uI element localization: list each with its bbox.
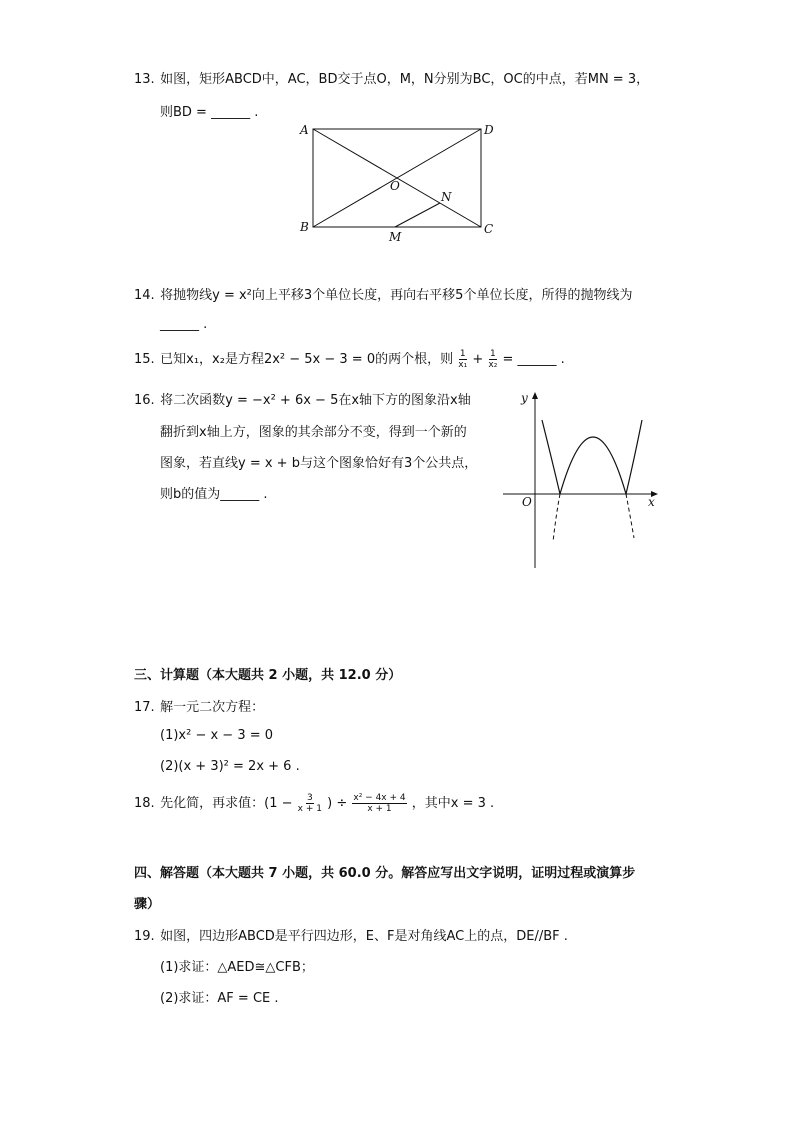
section3-heading: 三、计算题（本大题共 2 小题，共 12.0 分）	[134, 668, 402, 683]
label-a: A	[300, 123, 309, 137]
q15-text	[134, 348, 565, 370]
section4-heading-line1: 四、解答题（本大题共 7 小题，共 60.0 分。解答应写出文字说明，证明过程或演算步	[134, 866, 636, 881]
q18-number: 18.	[134, 796, 155, 811]
q13-stem: 如图，矩形ABCD中，AC，BD交于点O，M，N分别为BC，OC的中点，若MN = 3，	[160, 72, 650, 87]
diagonal-bd	[313, 129, 481, 227]
q19-stem: 如图，四边形ABCD是平行四边形，E、F是对角线AC上的点，DE//BF .	[160, 929, 568, 944]
q18-stem-b: ，其中x = 3 .	[411, 796, 495, 811]
q13-number: 13.	[134, 72, 155, 87]
q15-stem-a: 已知x₁，x₂是方程2x² − 5x − 3 = 0的两个根，则	[160, 352, 454, 367]
flipped-arch	[560, 437, 626, 494]
segment-mn	[395, 203, 440, 227]
label-n: N	[441, 190, 452, 204]
q18-fraction-2: $\frac{\text{x² − 4x + 4}}{x + 1}$	[353, 793, 406, 814]
q13-text-line2: 则BD = ______ .	[160, 105, 259, 120]
label-c: C	[484, 222, 494, 236]
q18-stem-mid: ) ÷	[327, 796, 348, 811]
q15-stem-b: = ______ .	[502, 352, 565, 367]
q17-stem: 解一元二次方程：	[160, 700, 265, 715]
q14-number: 14.	[134, 288, 155, 303]
q16-text-line1	[134, 389, 471, 408]
label-d: D	[484, 123, 494, 137]
q15-fraction-2: $\frac{1}{\text{x₂}}$	[488, 349, 498, 370]
q16-stem-1: 将二次函数y = −x² + 6x − 5在x轴下方的图象沿x轴	[160, 393, 471, 408]
q18-stem-a: 先化简，再求值：(1 −	[160, 796, 293, 811]
section4-heading-line2: 骤）	[134, 897, 161, 912]
q17-part2: (2)(x + 3)² = 2x + 6 .	[160, 759, 300, 774]
label-o: O	[390, 179, 400, 193]
left-branch	[542, 420, 560, 494]
q19-part2: (2)求证：AF = CE .	[160, 991, 279, 1006]
q14-text-line2: ______ .	[160, 317, 208, 332]
q17-part1: (1)x² − x − 3 = 0	[160, 728, 274, 743]
dashed-right	[626, 494, 634, 538]
q16-text-line4: 则b的值为______ .	[160, 487, 268, 502]
graph-x-label: x	[648, 495, 655, 509]
q19-part1: (1)求证：△AED≅△CFB；	[160, 960, 314, 975]
q13-text-line1	[134, 68, 649, 87]
graph-y-label: y	[521, 391, 528, 405]
graph-origin-label: O	[522, 495, 532, 509]
q14-stem: 将抛物线y = x²向上平移3个单位长度，再向右平移5个单位长度，所得的抛物线为	[160, 288, 633, 303]
q16-number: 16.	[134, 393, 155, 408]
label-m: M	[389, 230, 402, 244]
q18-text	[134, 792, 494, 814]
q16-text-line3: 图象，若直线y = x + b与这个图象恰好有3个公共点，	[160, 456, 478, 471]
label-b: B	[300, 220, 309, 234]
right-branch	[626, 420, 642, 494]
q14-text-line1	[134, 284, 632, 303]
q17-number: 17.	[134, 700, 155, 715]
diagonal-ac	[313, 129, 481, 227]
dashed-left	[553, 494, 560, 542]
q18-fraction-1: $\frac{3}{x + 1}$	[297, 793, 322, 814]
q19-number: 19.	[134, 929, 155, 944]
q19-text-line1	[134, 925, 568, 944]
q15-plus: +	[472, 352, 484, 367]
q15-number: 15.	[134, 352, 155, 367]
q17-title	[134, 696, 264, 715]
q15-fraction-1: $\frac{1}{\text{x₁}}$	[458, 349, 468, 370]
q16-text-line2: 翻折到x轴上方，图象的其余部分不变，得到一个新的	[160, 425, 467, 440]
rect-abcd	[313, 129, 481, 227]
